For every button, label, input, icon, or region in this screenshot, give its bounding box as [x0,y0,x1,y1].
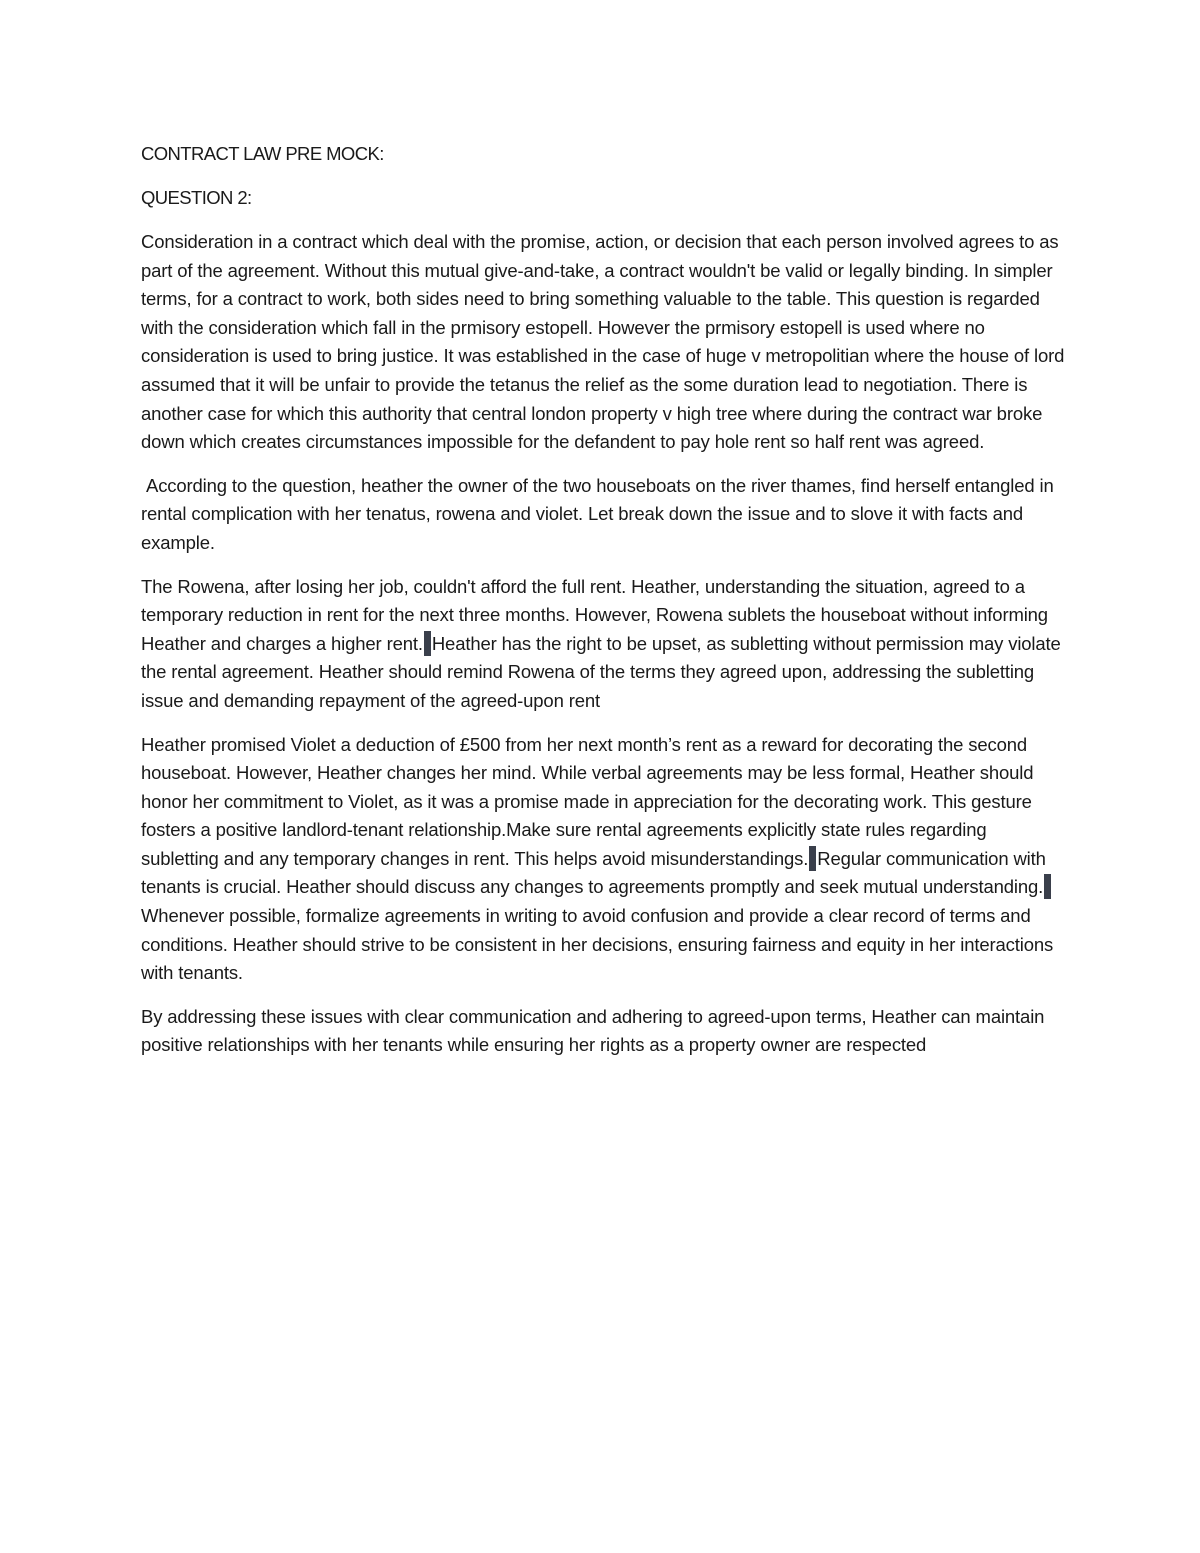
paragraph-violet [141,731,1066,988]
paragraph-text: Regular communication with tenants is crucial. Heather should discuss any changes to agreements promptly and seek mutual understanding. [141,847,1046,898]
document-title: CONTRACT LAW PRE MOCK: [141,143,384,164]
text-cursor-marker [424,631,431,656]
paragraph-text: Heather promised Violet a deduction of £500 from her next month’s rent as a reward for decorating the second houseboat. However, Heather changes her mind. While verbal agreements may be less formal, Heather should honor her commitment to Violet, as it was a promise made in appreciation for the decorating work. This gesture fosters a positive landlord-tenant relationship.Make sure rental agreements explicitly state rules regarding subletting and any temporary changes in rent. This helps avoid misunderstandings. [141,733,1034,869]
paragraph-rowena [141,573,1066,716]
paragraph-conclusion [141,1003,1066,1060]
document-page [141,140,1066,1075]
paragraph-text: Consideration in a contract which deal with the promise, action, or decision that each person involved agrees to as part of the agreement. Without this mutual give-and-take, a contract wouldn't be valid or legally binding. In simpler terms, for a contract to work, both sides need to bring something valuable to the table. This question is regarded with the consideration which fall in the prmisory estopell. However the prmisory estopell is used where no consideration is used to bring justice. It was established in the case of huge v metropolitian where the house of lord assumed that it will be unfair to provide the tetanus the relief as the some duration lead to negotiation. There is another case for which this authority that central london property v high tree where during the contract war broke down which creates circumstances impossible for the defandent to pay hole rent so half rent was agreed. [141,231,1065,453]
paragraph-question-context [141,472,1066,558]
paragraph-text: By addressing these issues with clear communication and adhering to agreed-upon terms, Heather can maintain positive relationships with her tenants while ensuring her rights as a property owner are respected [141,1005,1045,1056]
paragraph-consideration [141,228,1066,457]
paragraph-text: According to the question, heather the owner of the two houseboats on the river thames, find herself entangled in rental complication with her tenatus, rowena and violet. Let break down the issue and to slove it with facts and example. [141,474,1054,553]
text-cursor-marker [1044,874,1051,899]
paragraph-text: Heather has the right to be upset, as subletting without permission may violate the rental agreement. Heather should remind Rowena of the terms they agreed upon, addressing the subletting issue and demanding repayment of the agreed-upon rent [141,632,1061,711]
paragraph-text: Whenever possible, formalize agreements in writing to avoid confusion and provide a clear record of terms and conditions. Heather should strive to be consistent in her decisions, ensuring fairness and equity in her interactions with tenants. [141,905,1054,984]
question-heading: QUESTION 2: [141,187,252,208]
text-cursor-marker [809,846,816,871]
paragraph-text: The Rowena, after losing her job, couldn't afford the full rent. Heather, understanding the situation, agreed to a temporary reduction in rent for the next three months. However, Rowena sublets the houseboat without informing Heather and charges a higher rent. [141,575,1048,654]
